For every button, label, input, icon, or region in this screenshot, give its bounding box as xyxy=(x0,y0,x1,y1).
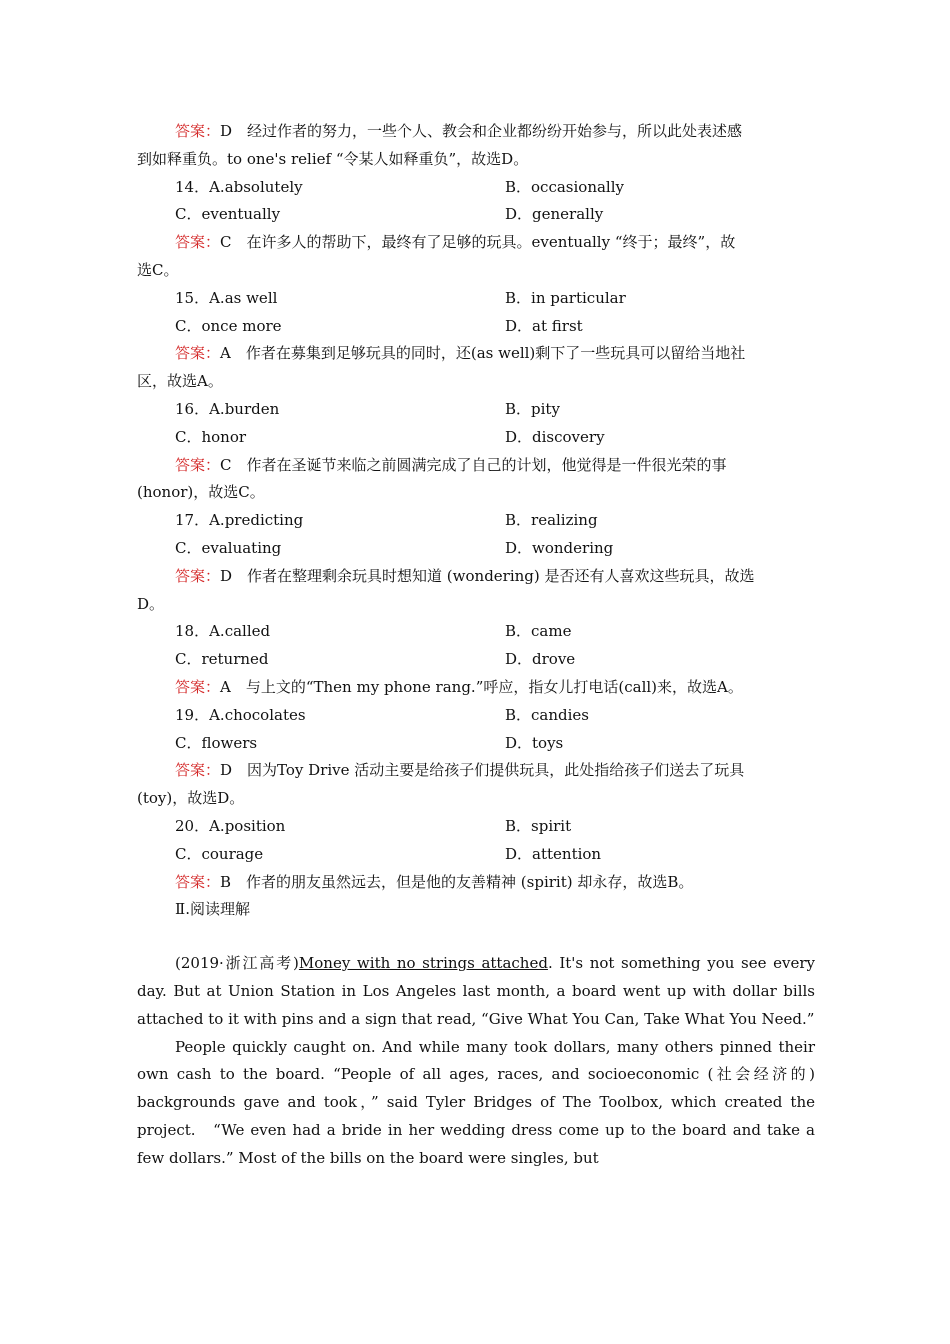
option-d: D．wondering xyxy=(505,538,614,557)
answer-label: 答案： xyxy=(175,122,221,140)
answer-line: D。 xyxy=(137,594,165,613)
spacer xyxy=(137,924,815,950)
answer-label: 答案： xyxy=(175,872,221,891)
option-b: B．came xyxy=(505,622,572,641)
option-a: 17．A.predicting xyxy=(175,511,304,530)
answer-label: 答案： xyxy=(175,233,221,252)
options-row xyxy=(137,730,815,758)
option-d: D．toys xyxy=(505,733,564,752)
option-b: B．occasionally xyxy=(505,177,624,196)
option-a: 19．A.chocolates xyxy=(175,705,306,724)
answer-line: 区，故选A。 xyxy=(137,372,223,391)
answer-block-13 xyxy=(137,118,815,174)
option-b: B．pity xyxy=(505,399,560,418)
option-b: B．realizing xyxy=(505,511,598,530)
options-row xyxy=(137,618,815,646)
option-a: 14．A.absolutely xyxy=(175,177,303,196)
option-c: C．eventually xyxy=(175,205,281,224)
option-c: C．once more xyxy=(175,316,282,335)
option-a: 16．A.burden xyxy=(175,399,280,418)
question-17 xyxy=(137,507,815,618)
options-row xyxy=(137,507,815,535)
section-title: Ⅱ.阅读理解 xyxy=(175,900,250,919)
answer-line: (toy)，故选D。 xyxy=(137,789,245,808)
document-page xyxy=(137,118,815,1172)
options-row xyxy=(137,201,815,229)
passage-paragraph-1 xyxy=(137,950,815,1033)
options-row xyxy=(137,396,815,424)
option-c: C．evaluating xyxy=(175,538,282,557)
option-c: C．courage xyxy=(175,844,264,863)
option-b: B．in particular xyxy=(505,288,626,307)
answer-line: 到如释重负。to one's relief “令某人如释重负”，故选D。 xyxy=(137,149,529,168)
options-row xyxy=(137,174,815,202)
answer-label: 答案： xyxy=(175,761,221,780)
passage-source: (2019·浙江高考) xyxy=(175,954,299,973)
answer-label: 答案： xyxy=(175,677,221,696)
options-row xyxy=(137,646,815,674)
question-15 xyxy=(137,285,815,396)
options-row xyxy=(137,535,815,563)
answer-line: (honor)，故选C。 xyxy=(137,483,265,502)
answer-line: 答案：C 在许多人的帮助下，最终有了足够的玩具。eventually “终于；最终”，故 xyxy=(175,233,736,252)
option-b: B．spirit xyxy=(505,816,572,835)
option-d: D．attention xyxy=(505,844,602,863)
options-row xyxy=(137,702,815,730)
answer-line: 答案：C 作者在圣诞节来临之前圆满完成了自己的计划，他觉得是一件很光荣的事 xyxy=(175,455,727,474)
option-c: C．returned xyxy=(175,650,269,669)
option-a: 15．A.as well xyxy=(175,288,278,307)
answer-line: 选C。 xyxy=(137,260,179,279)
question-19 xyxy=(137,702,815,813)
passage-paragraph-2: People quickly caught on. And while many took dollars, many others pinned their own cash to the board. “People of all ages, races, and socioeconomic (社会经济的) backgrounds gave and took，” said Tyler Bridges of The Toolbox, which created the project. “We even had a bride in her wedding dress come up to the board and take a few dollars.” Most of the bills on the board were singles, but xyxy=(137,1037,815,1167)
option-d: D．discovery xyxy=(505,427,605,446)
options-row xyxy=(137,813,815,841)
option-d: D．at first xyxy=(505,316,583,335)
options-row xyxy=(137,841,815,869)
option-d: D．generally xyxy=(505,205,604,224)
options-row xyxy=(137,285,815,313)
options-row xyxy=(137,313,815,341)
option-b: B．candies xyxy=(505,705,590,724)
option-c: C．flowers xyxy=(175,733,258,752)
question-14 xyxy=(137,174,815,285)
answer-line: 答案：A 作者在募集到足够玩具的同时，还(as well)剩下了一些玩具可以留给当地社 xyxy=(175,344,746,363)
question-16 xyxy=(137,396,815,507)
answer-line: 答案：A 与上文的“Then my phone rang.”呼应，指女儿打电话(call)来，故选A。 xyxy=(175,677,743,696)
passage-title: Money with no strings attached xyxy=(298,954,548,973)
answer-label: 答案： xyxy=(175,455,221,474)
options-row xyxy=(137,424,815,452)
option-a: 20．A.position xyxy=(175,816,286,835)
option-c: C．honor xyxy=(175,427,247,446)
question-18 xyxy=(137,618,815,701)
question-20 xyxy=(137,813,815,896)
answer-label: 答案： xyxy=(175,344,221,363)
answer-line: 答案：D 作者在整理剩余玩具时想知道 (wondering) 是否还有人喜欢这些玩具，故选 xyxy=(175,566,755,585)
option-d: D．drove xyxy=(505,650,576,669)
passage-text: . It's not something you see every day. But at Union Station in Los Angeles last month, a board went up with dollar bills attached to it with pins and a sign that read, “Give What You Can, Take What You Need.” xyxy=(137,954,815,1028)
answer-label: 答案： xyxy=(175,566,221,585)
answer-line: 答案：D 经过作者的努力，一些个人、教会和企业都纷纷开始参与，所以此处表述感 xyxy=(175,122,743,140)
answer-line: 答案：B 作者的朋友虽然远去，但是他的友善精神 (spirit) 却永存，故选B。 xyxy=(175,872,694,891)
option-a: 18．A.called xyxy=(175,622,271,641)
answer-line: 答案：D 因为Toy Drive 活动主要是给孩子们提供玩具，此处指给孩子们送去了玩具 xyxy=(175,761,745,780)
